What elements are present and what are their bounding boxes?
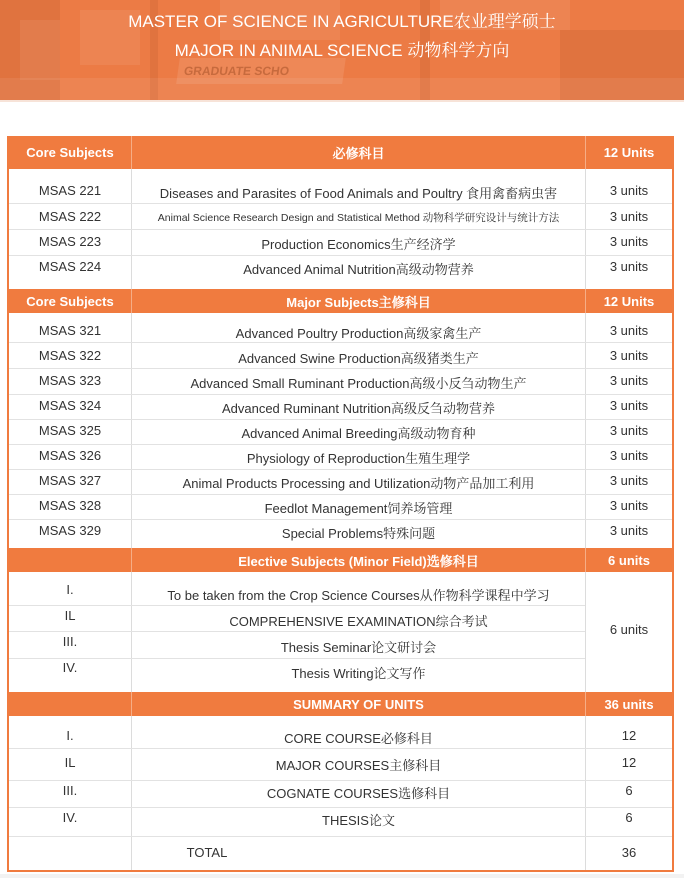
course-code: MSAS 224 xyxy=(38,259,102,274)
page-footer-strip xyxy=(0,874,684,878)
total-value: 36 xyxy=(621,845,637,860)
item-number: I. xyxy=(66,582,74,597)
core-header-col1: Core Subjects xyxy=(26,145,114,160)
program-title: MASTER OF SCIENCE IN AGRICULTURE农业理学硕士 xyxy=(128,12,556,31)
item-number: IV. xyxy=(62,660,78,675)
course-title: Animal Products Processing and Utilization动物产品加工利用 xyxy=(182,476,535,491)
course-title: Advanced Animal Breeding高级动物育种 xyxy=(241,426,476,441)
major-header-col1: Core Subjects xyxy=(26,293,114,309)
curriculum-table xyxy=(7,136,674,872)
course-code: MSAS 223 xyxy=(38,234,102,249)
course-code: MSAS 222 xyxy=(38,209,102,224)
course-title: Advanced Swine Production高级猪类生产 xyxy=(238,351,479,366)
summary-header-col3: 36 units xyxy=(604,696,654,712)
elective-header-col2: Elective Subjects (Minor Field)选修科目 xyxy=(238,553,479,569)
elective-header-col3: 6 units xyxy=(608,552,650,568)
course-units: 3 units xyxy=(609,473,649,488)
course-title: Diseases and Parasites of Food Animals and Poultry 食用禽畜病虫害 xyxy=(159,186,558,201)
course-code: MSAS 328 xyxy=(38,498,102,513)
course-units: 3 units xyxy=(609,323,649,338)
core-header xyxy=(9,136,672,169)
course-code: MSAS 323 xyxy=(38,373,102,388)
course-title: Animal Science Research Design and Statistical Method 动物科学研究设计与统计方法 xyxy=(157,212,560,224)
course-units: 3 units xyxy=(609,234,649,249)
course-units: 3 units xyxy=(609,498,649,513)
item-number: IL xyxy=(64,755,76,770)
course-title: Advanced Small Ruminant Production高级小反刍动物生产 xyxy=(190,376,527,391)
course-units: 3 units xyxy=(609,398,649,413)
course-code: MSAS 221 xyxy=(38,183,102,198)
item-title: Thesis Seminar论文研讨会 xyxy=(280,640,437,655)
major-header-col3: 12 Units xyxy=(603,293,655,309)
item-units: 6 xyxy=(625,783,633,798)
item-number: I. xyxy=(66,728,74,743)
course-code: MSAS 325 xyxy=(38,423,102,438)
elective-header-col1 xyxy=(9,548,131,572)
course-title: Special Problems特殊问题 xyxy=(281,526,436,541)
major-header xyxy=(9,289,672,313)
header-banner xyxy=(0,0,684,100)
item-units: 12 xyxy=(621,755,637,770)
course-code: MSAS 327 xyxy=(38,473,102,488)
course-title: Advanced Poultry Production高级家禽生产 xyxy=(235,326,482,341)
course-title: Advanced Animal Nutrition高级动物营养 xyxy=(243,262,474,277)
course-units: 3 units xyxy=(609,209,649,224)
summary-header-col2: SUMMARY OF UNITS xyxy=(293,696,424,712)
course-code: MSAS 329 xyxy=(38,523,102,538)
banner-divider xyxy=(0,100,684,102)
course-title: Feedlot Management饲养场管理 xyxy=(264,501,453,516)
course-code: MSAS 322 xyxy=(38,348,102,363)
major-title: MAJOR IN ANIMAL SCIENCE 动物科学方向 xyxy=(174,41,510,60)
item-number: IL xyxy=(64,608,76,623)
core-header-col3: 12 Units xyxy=(603,145,655,160)
item-number: IV. xyxy=(62,810,78,825)
item-title: MAJOR COURSES主修科目 xyxy=(275,758,442,773)
course-units: 3 units xyxy=(609,259,649,274)
course-units: 3 units xyxy=(609,183,649,198)
course-title: Production Economics生产经济学 xyxy=(261,237,456,252)
item-units: 6 xyxy=(625,810,633,825)
item-title: COGNATE COURSES选修科目 xyxy=(266,786,451,801)
course-code: MSAS 326 xyxy=(38,448,102,463)
item-title: To be taken from the Crop Science Courses从作物科学课程中学习 xyxy=(167,588,550,603)
course-code: MSAS 321 xyxy=(38,323,102,338)
item-units: 12 xyxy=(621,728,637,743)
course-title: Advanced Ruminant Nutrition高级反刍动物营养 xyxy=(221,401,496,416)
course-units: 3 units xyxy=(609,348,649,363)
summary-header xyxy=(9,692,672,716)
total-label: TOTAL xyxy=(186,845,228,860)
elective-units: 6 units xyxy=(609,622,649,637)
course-units: 3 units xyxy=(609,523,649,538)
course-code: MSAS 324 xyxy=(38,398,102,413)
item-title: COMPREHENSIVE EXAMINATION综合考试 xyxy=(229,614,488,629)
item-title: CORE COURSE必修科目 xyxy=(284,731,433,746)
core-header-col2: 必修科目 xyxy=(332,146,385,161)
course-units: 3 units xyxy=(609,448,649,463)
item-title: THESIS论文 xyxy=(322,813,395,828)
course-units: 3 units xyxy=(609,423,649,438)
item-title: Thesis Writing论文写作 xyxy=(291,666,426,681)
major-header-col2: Major Subjects主修科目 xyxy=(286,294,431,310)
elective-header xyxy=(9,548,672,572)
summary-header-col1 xyxy=(9,692,131,716)
item-number: III. xyxy=(62,783,78,798)
background-sign: GRADUATE SCHO xyxy=(176,58,346,84)
course-units: 3 units xyxy=(609,373,649,388)
course-title: Physiology of Reproduction生殖生理学 xyxy=(246,451,471,466)
item-number: III. xyxy=(62,634,78,649)
